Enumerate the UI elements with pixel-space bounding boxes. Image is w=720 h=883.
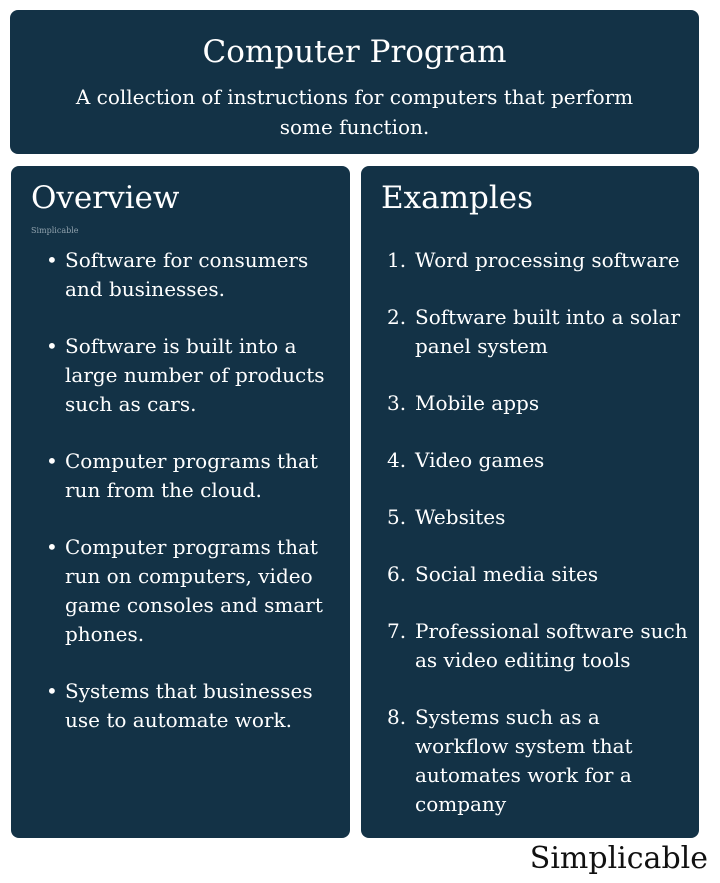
example-number: 5. xyxy=(387,505,407,529)
example-text: Professional software such as video editing tools xyxy=(415,619,688,672)
example-text: Video games xyxy=(415,448,545,472)
examples-list xyxy=(361,246,691,847)
example-number: 7. xyxy=(387,619,407,643)
example-text: Software built into a solar panel system xyxy=(415,305,681,358)
overview-item-text: Systems that businesses use to automate work. xyxy=(65,679,313,732)
overview-item xyxy=(11,677,331,735)
page-description: A collection of instructions for computers that perform some function. xyxy=(75,85,634,139)
example-number: 4. xyxy=(387,448,407,472)
overview-item xyxy=(11,246,331,304)
overview-list xyxy=(11,246,331,763)
overview-item-text: Computer programs that run from the cloud. xyxy=(65,449,318,502)
bullet-icon: • xyxy=(46,449,58,473)
example-text: Systems such as a workflow system that automates work for a company xyxy=(415,705,633,816)
example-item xyxy=(361,560,691,589)
bullet-icon: • xyxy=(46,535,58,559)
example-item xyxy=(361,303,691,361)
example-number: 8. xyxy=(387,705,407,729)
bullet-icon: • xyxy=(46,679,58,703)
overview-item xyxy=(11,332,331,419)
example-number: 3. xyxy=(387,391,407,415)
example-item xyxy=(361,389,691,418)
bullet-icon: • xyxy=(46,334,58,358)
example-item xyxy=(361,503,691,532)
example-number: 2. xyxy=(387,305,407,329)
example-number: 1. xyxy=(387,248,407,272)
example-text: Websites xyxy=(415,505,506,529)
example-item xyxy=(361,246,691,275)
overview-card xyxy=(11,166,350,838)
example-item xyxy=(361,617,691,675)
watermark-text: Simplicable xyxy=(31,226,79,235)
overview-item-text: Computer programs that run on computers, video game consoles and smart phones. xyxy=(65,535,323,646)
example-text: Mobile apps xyxy=(415,391,540,415)
example-item xyxy=(361,703,691,819)
page-title: Computer Program xyxy=(202,34,507,70)
example-text: Social media sites xyxy=(415,562,599,586)
examples-card xyxy=(361,166,699,838)
overview-item-text: Software is built into a large number of products such as cars. xyxy=(65,334,325,416)
example-number: 6. xyxy=(387,562,407,586)
overview-item xyxy=(11,447,331,505)
example-text: Word processing software xyxy=(415,248,680,272)
example-item xyxy=(361,446,691,475)
brand-logo-text: Simplicable xyxy=(529,841,708,876)
header-card xyxy=(10,10,699,154)
overview-item-text: Software for consumers and businesses. xyxy=(65,248,309,301)
overview-title: Overview xyxy=(31,180,180,216)
overview-item xyxy=(11,533,331,649)
examples-title: Examples xyxy=(381,180,534,216)
bullet-icon: • xyxy=(46,248,58,272)
